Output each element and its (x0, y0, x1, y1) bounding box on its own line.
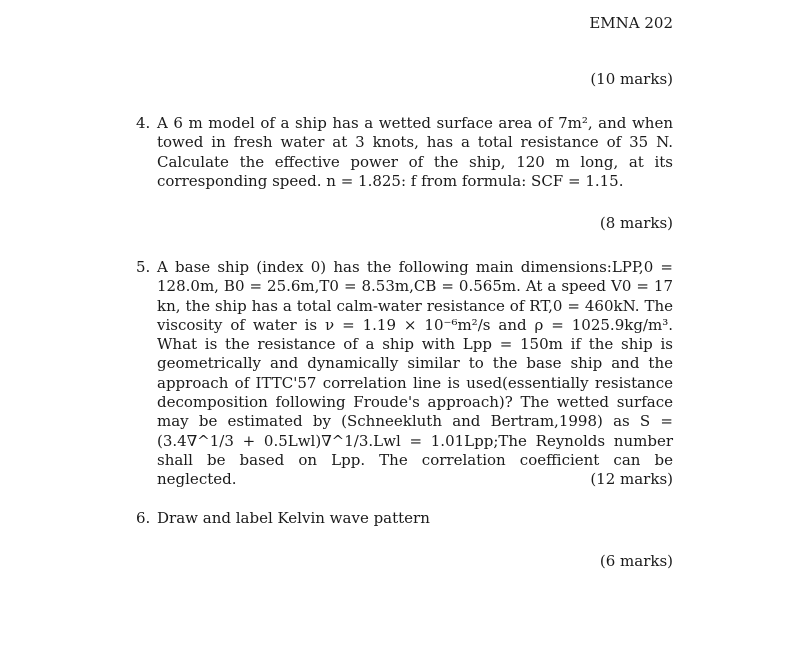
question-6-number: 6. (136, 509, 151, 527)
question-4-number: 4. (136, 114, 151, 132)
question-4 (136, 114, 673, 191)
question-5-number: 5. (136, 258, 151, 276)
question-4-text: A 6 m model of a ship has a wetted surface area of 7m², and when towed in fresh water at 3 knots, has a total resistance of 35 N. Calculate the effective power of the ship, 120 m long, at its corresponding speed. n = 1.825: f from formula: SCF = 1.15. (157, 114, 673, 190)
question-5 (136, 258, 673, 490)
marks-q3: (10 marks) (590, 70, 673, 88)
marks-q6: (6 marks) (599, 552, 673, 570)
marks-q4: (8 marks) (599, 214, 673, 232)
question-6-text: Draw and label Kelvin wave pattern (157, 509, 430, 527)
question-5-text: A base ship (index 0) has the following main dimensions:LPP,0 = 128.0m, B0 = 25.6m,T0 = 8.53m,CB = 0.565m. At a speed V0 = 17 kn, the ship has a total calm-water resistance of RT,0 = 460kN. The viscosity of water is ν = 1.19 × 10⁻⁶m²/s and ρ = 1025.9kg/m³. What is the resistance of a ship with Lpp = 150m if the ship is geometrically and dynamically similar to the base ship and the approach of ITTC'57 correlation line is used(essentially resistance decomposition following Froude's approach)? The wetted surface may be estimated by (Schneekluth and Bertram,1998) as S = (3.4∇^1/3 + 0.5Lwl)∇^1/3.Lwl = 1.01Lpp;The Reynolds number shall be based on Lpp. The correlation coefficient can be neglected. (157, 258, 673, 489)
course-code-header: EMNA 202 (589, 14, 673, 32)
marks-q5: (12 marks) (590, 470, 673, 488)
question-6 (136, 509, 673, 528)
